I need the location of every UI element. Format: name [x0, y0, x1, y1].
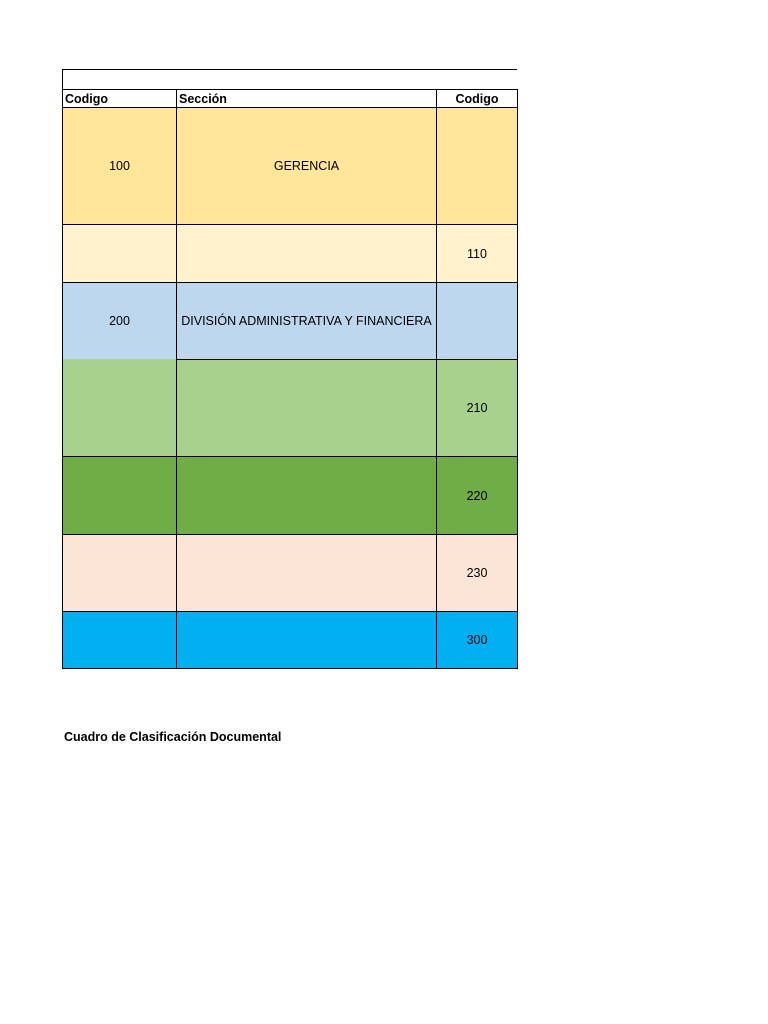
cell-subcode: 300: [437, 612, 518, 669]
cell-subcode: 220: [437, 457, 518, 535]
header-codigo: Codigo: [63, 90, 177, 108]
cell-code: [63, 612, 177, 669]
cell-section: GERENCIA: [177, 108, 437, 225]
cell-subcode: [437, 108, 518, 225]
cell-subcode: 230: [437, 535, 518, 612]
table-row: [63, 225, 518, 283]
table-row: [63, 535, 518, 612]
cell-code: [63, 360, 177, 457]
cell-section: [177, 535, 437, 612]
cell-section: [177, 457, 437, 535]
cell-code: 200: [63, 283, 177, 360]
cell-code: 100: [63, 108, 177, 225]
classification-table: [62, 89, 518, 669]
table-header-row: [63, 90, 518, 108]
cell-code: [63, 535, 177, 612]
cell-section: [177, 225, 437, 283]
table-row: [63, 360, 518, 457]
cell-code: [63, 457, 177, 535]
table-title-row: [62, 69, 517, 89]
table-row: [63, 612, 518, 669]
cell-section: [177, 360, 437, 457]
document-caption: Cuadro de Clasificación Documental: [64, 730, 282, 744]
header-codigo-sub: Codigo: [437, 90, 518, 108]
cell-code: [63, 225, 177, 283]
table-row: [63, 457, 518, 535]
cell-subcode: 110: [437, 225, 518, 283]
cell-section: [177, 612, 437, 669]
cell-subcode: 210: [437, 360, 518, 457]
cell-section: DIVISIÓN ADMINISTRATIVA Y FINANCIERA: [177, 283, 437, 360]
table-row: [63, 283, 518, 360]
header-seccion: Sección: [177, 90, 437, 108]
table-row: [63, 108, 518, 225]
cell-subcode: [437, 283, 518, 360]
